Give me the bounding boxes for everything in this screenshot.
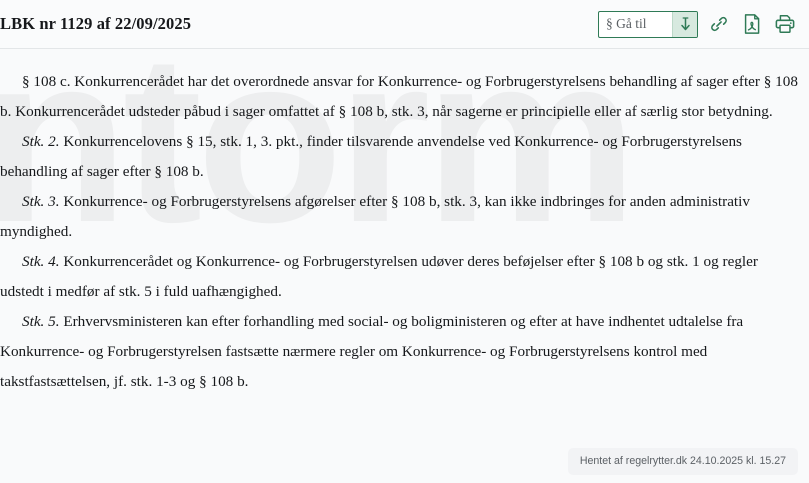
pdf-icon — [742, 13, 762, 35]
arrow-down-icon — [679, 17, 692, 32]
law-paragraph — [0, 187, 799, 247]
paragraph-label: Stk. 5. — [22, 313, 60, 330]
paragraph-label: Stk. 3. — [22, 193, 60, 210]
law-paragraph — [0, 307, 799, 397]
paragraph-text: § 108 c. Konkurrencerådet har det overordnede ansvar for Konkurrence- og Forbrugerstyrelsens behandling af sager efter § 108 b. Konkurrencerådet udsteder påbud i sager omfattet af § 108 b, stk. 3, når sagerne er principielle eller af særlig stor betydning. — [0, 73, 798, 120]
page-title: LBK nr 1129 af 22/09/2025 — [0, 14, 192, 33]
law-paragraph — [0, 247, 799, 307]
law-paragraph — [0, 67, 799, 127]
copy-link-button[interactable] — [707, 11, 731, 37]
law-paragraph — [0, 127, 799, 187]
paragraph-text: Erhvervsministeren kan efter forhandling med social- og boligministeren og efter at have indhentet udtalelse fra Konkurrence- og Forbrugerstyrelsen fastsætte nærmere regler om Konkurrence- og Forbrugerstyrelsens kontrol med takstfastsættelsen, jf. stk. 1-3 og § 108 b. — [0, 313, 744, 390]
print-button[interactable] — [773, 11, 797, 37]
document-toolbar — [0, 0, 809, 49]
fetch-source-badge: Hentet af regelrytter.dk 24.10.2025 kl. 15.27 — [568, 448, 798, 475]
goto-section-input[interactable] — [599, 12, 672, 37]
print-icon — [774, 13, 796, 35]
paragraph-text: Konkurrencerådet og Konkurrence- og Forbrugerstyrelsen udøver deres beføjelser efter § 108 b og stk. 1 og regler udstedt i medfør af stk. 5 i fuld uafhængighed. — [0, 253, 758, 300]
download-pdf-button[interactable] — [740, 11, 764, 37]
link-icon — [709, 14, 729, 34]
paragraph-text: Konkurrence- og Forbrugerstyrelsens afgørelser efter § 108 b, stk. 3, kan ikke indbringes for anden administrativ myndighed. — [0, 193, 750, 240]
paragraph-label: Stk. 4. — [22, 253, 60, 270]
goto-submit-button[interactable] — [672, 12, 697, 37]
paragraph-label: Stk. 2. — [22, 133, 60, 150]
goto-section-combo[interactable] — [598, 11, 698, 38]
document-content — [0, 49, 809, 397]
toolbar-actions — [598, 11, 797, 38]
paragraph-text: Konkurrencelovens § 15, stk. 1, 3. pkt., finder tilsvarende anvendelse ved Konkurrence- og Forbrugerstyrelsens behandling af sager efter § 108 b. — [0, 133, 742, 180]
